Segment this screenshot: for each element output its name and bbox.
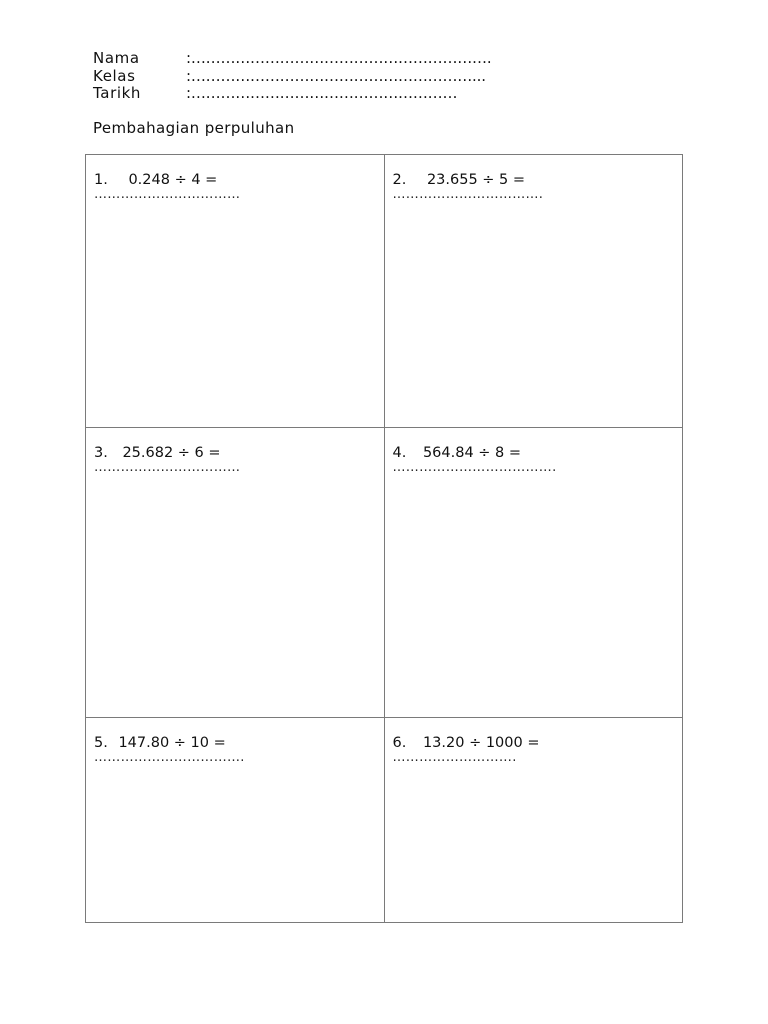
answer-line: …………………………… bbox=[94, 462, 241, 474]
question-grid bbox=[85, 154, 683, 923]
question-text: 147.80 ÷ 10 = bbox=[118, 735, 226, 751]
question-5 bbox=[94, 734, 376, 752]
answer-line: ………………………………. bbox=[392, 462, 557, 474]
question-2 bbox=[393, 171, 675, 189]
answer-line: ………………………. bbox=[392, 752, 517, 764]
name-fill-line: :……………………………………………………. bbox=[186, 49, 492, 67]
question-cell-4 bbox=[384, 428, 683, 718]
question-number: 5. bbox=[94, 735, 108, 751]
answer-line: ……………………………. bbox=[392, 189, 544, 201]
question-text: 13.20 ÷ 1000 = bbox=[422, 735, 540, 751]
question-text: 0.248 ÷ 4 = bbox=[128, 172, 218, 188]
name-field-row bbox=[93, 50, 491, 68]
answer-line: …………………………… bbox=[94, 189, 241, 201]
question-number: 3. bbox=[94, 445, 108, 461]
answer-line: ……………………………. bbox=[94, 752, 245, 764]
class-fill-line: :…………………………………………………... bbox=[186, 66, 486, 85]
question-cell-1 bbox=[86, 155, 385, 428]
question-3 bbox=[94, 444, 376, 462]
question-1 bbox=[94, 171, 376, 189]
question-text: 23.655 ÷ 5 = bbox=[426, 172, 526, 188]
section-title: Pembahagian perpuluhan bbox=[93, 119, 295, 137]
class-label: Kelas bbox=[93, 66, 136, 85]
question-4 bbox=[393, 444, 675, 462]
question-cell-2 bbox=[384, 155, 683, 428]
question-number: 1. bbox=[94, 172, 108, 188]
question-text: 564.84 ÷ 8 = bbox=[422, 445, 522, 461]
class-field-row bbox=[93, 68, 491, 86]
date-label: Tarikh bbox=[93, 84, 141, 102]
question-cell-5 bbox=[86, 718, 385, 923]
question-text: 25.682 ÷ 6 = bbox=[122, 445, 221, 461]
question-number: 2. bbox=[392, 172, 407, 188]
question-number: 4. bbox=[392, 445, 407, 461]
question-6 bbox=[393, 734, 675, 752]
date-field-row bbox=[93, 85, 491, 103]
student-info-header bbox=[93, 50, 491, 103]
question-cell-3 bbox=[86, 428, 385, 718]
name-label: Nama bbox=[93, 49, 140, 67]
question-cell-6 bbox=[384, 718, 683, 923]
question-number: 6. bbox=[392, 735, 407, 751]
date-fill-line: :……………………………………………… bbox=[186, 84, 458, 102]
